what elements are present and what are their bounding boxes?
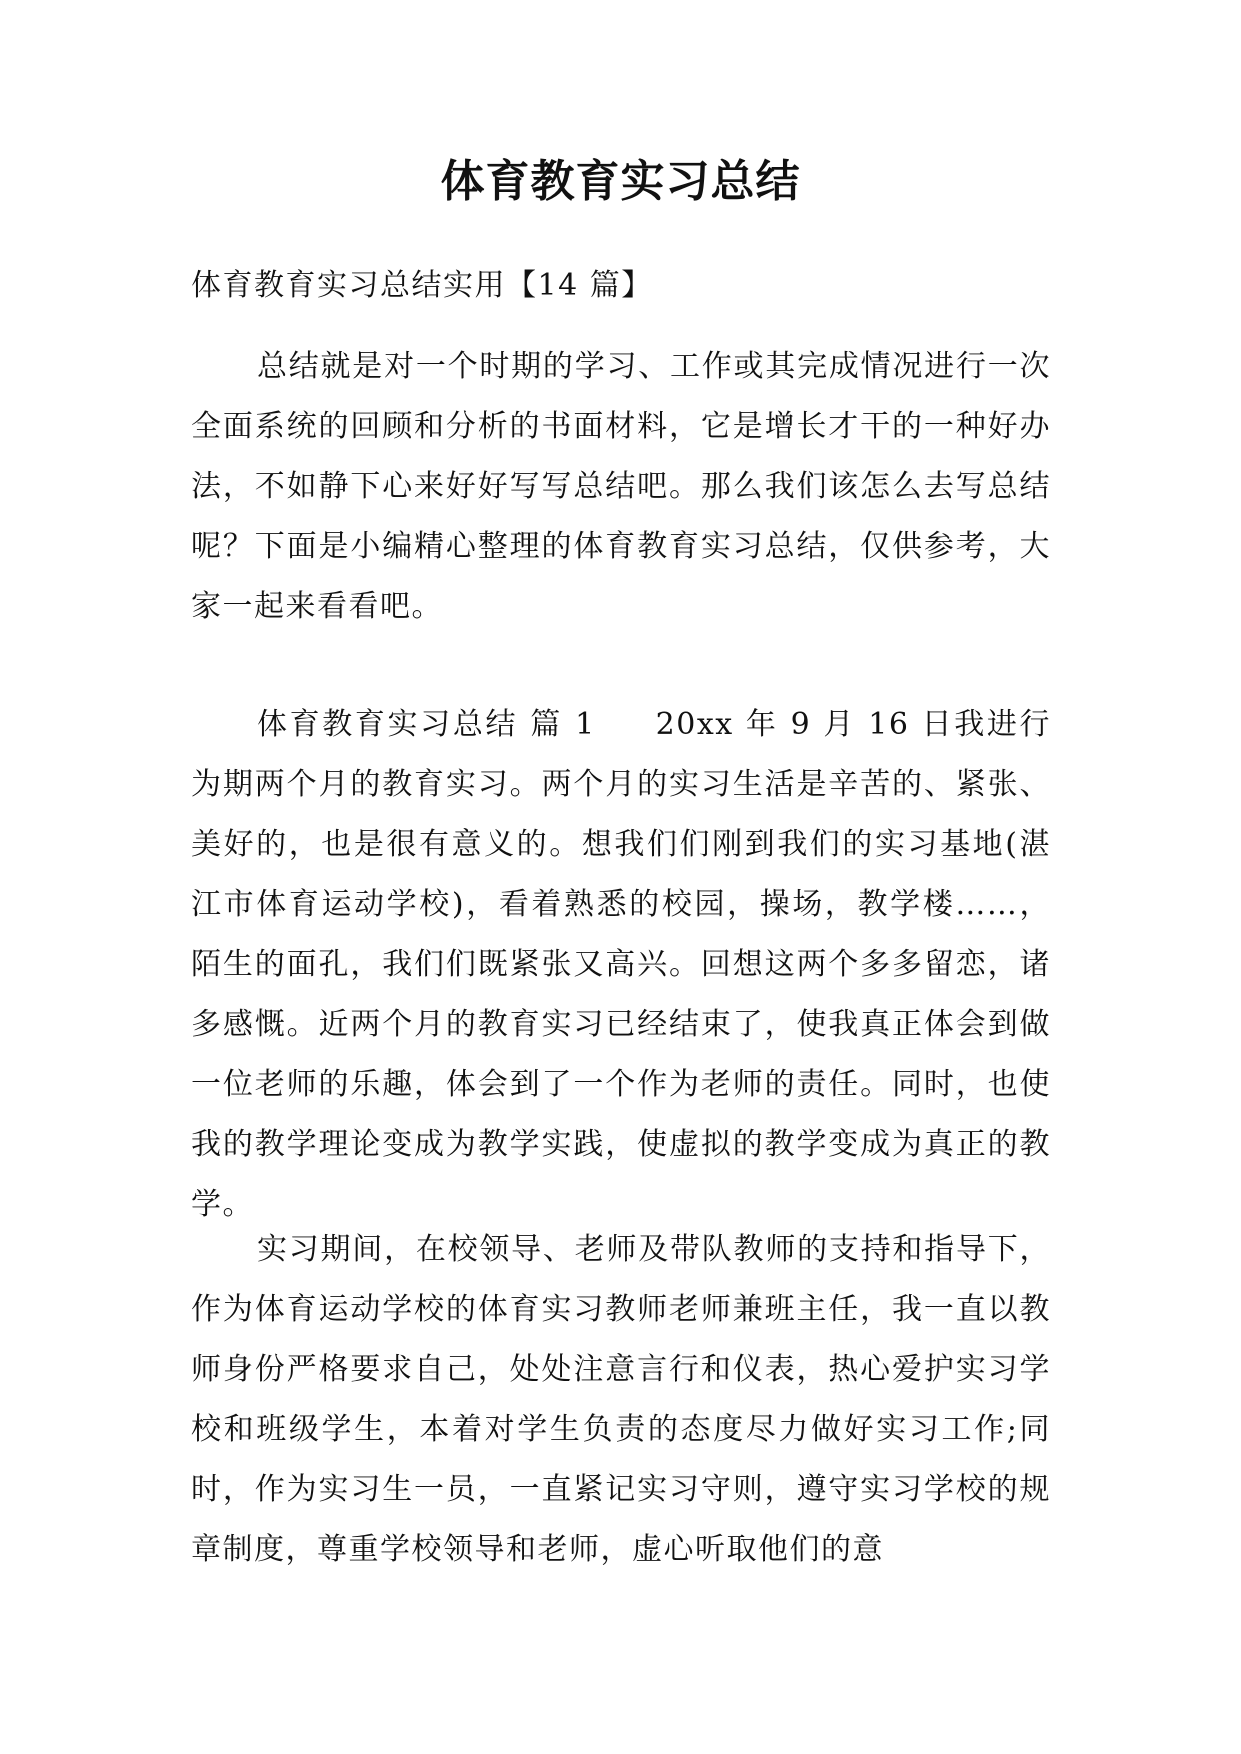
- section-1-paragraph-2: 实习期间，在校领导、老师及带队教师的支持和指导下，作为体育运动学校的体育实习教师老师兼班主任，我一直以教师身份严格要求自己，处处注意言行和仪表，热心爱护实习学校和班级学生，本着对学生负责的态度尽力做好实习工作;同时，作为实习生一员，一直紧记实习守则，遵守实习学校的规章制度，尊重学校领导和老师，虚心听取他们的意: [191, 1232, 1051, 1567]
- document-title: 体育教育实习总结: [440, 156, 801, 207]
- section-1-heading: 体育教育实习总结 篇 1: [257, 707, 596, 742]
- intro-paragraph: 总结就是对一个时期的学习、工作或其完成情况进行一次全面系统的回顾和分析的书面材料，它是增长才干的一种好办法，不如静下心来好好写写总结吧。那么我们该怎么去写总结呢？下面是小编精心整理的体育教育实习总结，仅供参考，大家一起来看看吧。: [191, 349, 1051, 624]
- section-1-paragraph-1-text: 20xx 年 9 月 16 日我进行为期两个月的教育实习。两个月的实习生活是辛苦的、紧张、美好的，也是很有意义的。想我们们刚到我们的实习基地(湛江市体育运动学校)，看着熟悉的校园，操场，教学楼……，陌生的面孔，我们们既紧张又高兴。回想这两个多多留恋，诸多感慨。近两个月的教育实习已经结束了，使我真正体会到做一位老师的乐趣，体会到了一个作为老师的责任。同时，也使我的教学理论变成为教学实践，使虚拟的教学变成为真正的教学。: [191, 707, 1051, 1222]
- document-subtitle: 体育教育实习总结实用【14 篇】: [191, 268, 653, 303]
- section-1-paragraph-1: [191, 695, 1051, 1235]
